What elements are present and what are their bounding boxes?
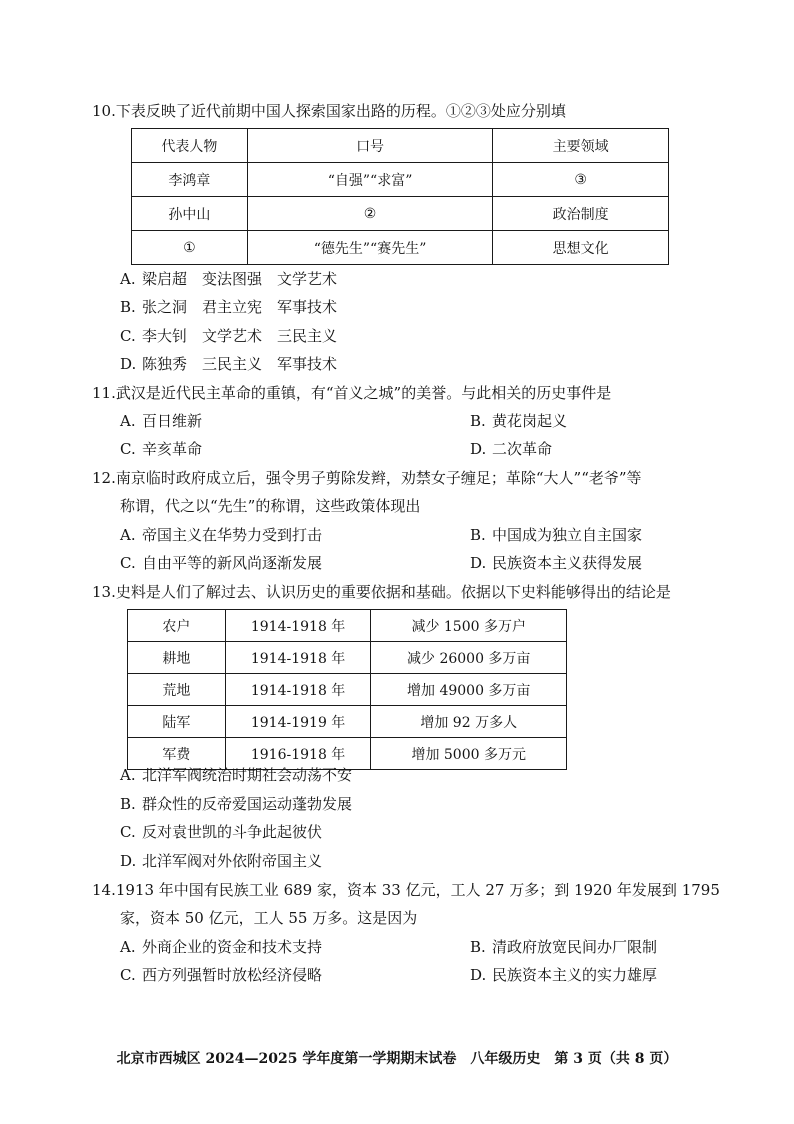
question-10-table — [131, 128, 669, 265]
option-letter: D. — [120, 355, 137, 373]
option-text: 反对袁世凯的斗争此起彼伏 — [142, 823, 323, 841]
option-b[interactable] — [120, 793, 352, 815]
option-letter: D. — [470, 554, 487, 572]
question-number: 14. — [92, 881, 116, 899]
table-cell: 增加 5000 多万元 — [371, 738, 567, 770]
question-number: 11. — [92, 384, 116, 402]
option-letter: B. — [470, 938, 486, 956]
option-letter: A. — [120, 766, 136, 784]
table-header-cell: 口号 — [247, 129, 493, 163]
option-letter: C. — [120, 554, 136, 572]
table-cell: 1914-1918 年 — [225, 674, 371, 706]
question-13-stem — [92, 581, 671, 603]
option-text: 外商企业的资金和技术支持 — [142, 938, 323, 956]
option-text: 帝国主义在华势力受到打击 — [142, 526, 323, 544]
option-text: 西方列强暂时放松经济侵略 — [142, 966, 323, 984]
option-text: 黄花岗起义 — [492, 412, 568, 430]
option-text: 二次革命 — [492, 440, 553, 458]
table-cell: ③ — [493, 163, 669, 197]
option-letter: A. — [120, 526, 136, 544]
option-a[interactable] — [120, 764, 352, 786]
question-text: 史料是人们了解过去、认识历史的重要依据和基础。依据以下史料能够得出的结论是 — [115, 583, 671, 601]
question-text: 1913 年中国有民族工业 689 家，资本 33 亿元，工人 27 万多；到 1920 年发展到 1795 — [115, 881, 720, 899]
question-13-table — [127, 609, 567, 770]
option-b[interactable] — [470, 524, 642, 546]
option-text: 北洋军阀统治时期社会动荡不安 — [142, 766, 353, 784]
option-text: 陈独秀 三民主义 军事技术 — [142, 355, 338, 373]
option-letter: A. — [120, 270, 136, 288]
option-letter: C. — [120, 440, 136, 458]
option-letter: A. — [120, 412, 136, 430]
table-cell: 增加 49000 多万亩 — [371, 674, 567, 706]
option-b[interactable] — [120, 296, 337, 318]
table-row — [128, 642, 567, 674]
table-cell: 1914-1918 年 — [225, 610, 371, 642]
option-text: 中国成为独立自主国家 — [492, 526, 643, 544]
question-14-stem-cont — [120, 907, 417, 929]
table-header-cell: 主要领域 — [493, 129, 669, 163]
option-letter: B. — [470, 526, 486, 544]
table-cell: 荒地 — [128, 674, 226, 706]
option-a[interactable] — [120, 268, 337, 290]
option-c[interactable] — [120, 325, 337, 347]
option-text: 辛亥革命 — [142, 440, 203, 458]
option-text: 张之洞 君主立宪 军事技术 — [142, 298, 338, 316]
table-cell: 耕地 — [128, 642, 226, 674]
question-text: 武汉是近代民主革命的重镇，有“首义之城”的美誉。与此相关的历史事件是 — [115, 384, 612, 402]
table-row — [132, 231, 669, 265]
option-a[interactable] — [120, 410, 202, 432]
option-letter: D. — [470, 966, 487, 984]
table-cell: 农户 — [128, 610, 226, 642]
question-text: 南京临时政府成立后，强令男子剪除发辫，劝禁女子缠足；革除“大人”“老爷”等 — [115, 469, 642, 487]
table-cell: 减少 1500 多万户 — [371, 610, 567, 642]
table-cell: 减少 26000 多万亩 — [371, 642, 567, 674]
question-text: 下表反映了近代前期中国人探索国家出路的历程。①②③处应分别填 — [115, 102, 566, 120]
table-cell: 1914-1918 年 — [225, 642, 371, 674]
option-letter: B. — [120, 795, 136, 813]
table-cell: “德先生”“赛先生” — [247, 231, 493, 265]
table-cell: 思想文化 — [493, 231, 669, 265]
table-row — [128, 706, 567, 738]
table-cell: ② — [247, 197, 493, 231]
table-row — [132, 197, 669, 231]
table-cell: 军费 — [128, 738, 226, 770]
option-text: 北洋军阀对外依附帝国主义 — [142, 852, 323, 870]
question-text: 称谓，代之以“先生”的称谓，这些政策体现出 — [120, 497, 421, 515]
question-12-stem — [92, 467, 642, 489]
option-b[interactable] — [470, 410, 567, 432]
option-d[interactable] — [470, 964, 657, 986]
table-cell: “自强”“求富” — [247, 163, 493, 197]
question-11-stem — [92, 382, 611, 404]
table-cell: 1914-1919 年 — [225, 706, 371, 738]
option-letter: A. — [120, 938, 136, 956]
table-cell: ① — [132, 231, 248, 265]
option-d[interactable] — [120, 353, 337, 375]
option-text: 群众性的反帝爱国运动蓬勃发展 — [142, 795, 353, 813]
option-d[interactable] — [470, 552, 642, 574]
option-text: 清政府放宽民间办厂限制 — [492, 938, 658, 956]
option-c[interactable] — [120, 438, 202, 460]
table-cell: 陆军 — [128, 706, 226, 738]
question-10-stem — [92, 100, 566, 122]
table-row — [128, 674, 567, 706]
question-number: 10. — [92, 102, 116, 120]
option-text: 自由平等的新风尚逐渐发展 — [142, 554, 323, 572]
question-14-stem — [92, 879, 720, 901]
option-c[interactable] — [120, 552, 322, 574]
table-cell: 李鸿章 — [132, 163, 248, 197]
table-cell: 政治制度 — [493, 197, 669, 231]
question-12-stem-cont — [120, 495, 420, 517]
table-cell: 增加 92 万多人 — [371, 706, 567, 738]
option-letter: B. — [120, 298, 136, 316]
option-letter: D. — [120, 852, 137, 870]
option-letter: C. — [120, 327, 136, 345]
option-c[interactable] — [120, 964, 322, 986]
option-text: 民族资本主义的实力雄厚 — [492, 966, 658, 984]
option-letter: D. — [470, 440, 487, 458]
option-c[interactable] — [120, 821, 322, 843]
table-cell: 孙中山 — [132, 197, 248, 231]
option-text: 李大钊 文学艺术 三民主义 — [142, 327, 338, 345]
option-a[interactable] — [120, 936, 322, 958]
option-d[interactable] — [120, 850, 322, 872]
table-header-cell: 代表人物 — [132, 129, 248, 163]
option-letter: C. — [120, 823, 136, 841]
option-text: 梁启超 变法图强 文学艺术 — [142, 270, 338, 288]
option-text: 民族资本主义获得发展 — [492, 554, 643, 572]
question-number: 12. — [92, 469, 116, 487]
question-text: 家，资本 50 亿元，工人 55 万多。这是因为 — [120, 909, 418, 927]
option-a[interactable] — [120, 524, 322, 546]
table-row — [132, 163, 669, 197]
option-d[interactable] — [470, 438, 552, 460]
table-cell: 1916-1918 年 — [225, 738, 371, 770]
question-number: 13. — [92, 583, 116, 601]
option-letter: C. — [120, 966, 136, 984]
option-text: 百日维新 — [142, 412, 203, 430]
option-letter: B. — [470, 412, 486, 430]
option-b[interactable] — [470, 936, 657, 958]
table-header-row — [132, 129, 669, 163]
page-footer: 北京市西城区 2024—2025 学年度第一学期期末试卷 八年级历史 第 3 页（共 8 页） — [116, 1051, 678, 1067]
table-row — [128, 610, 567, 642]
